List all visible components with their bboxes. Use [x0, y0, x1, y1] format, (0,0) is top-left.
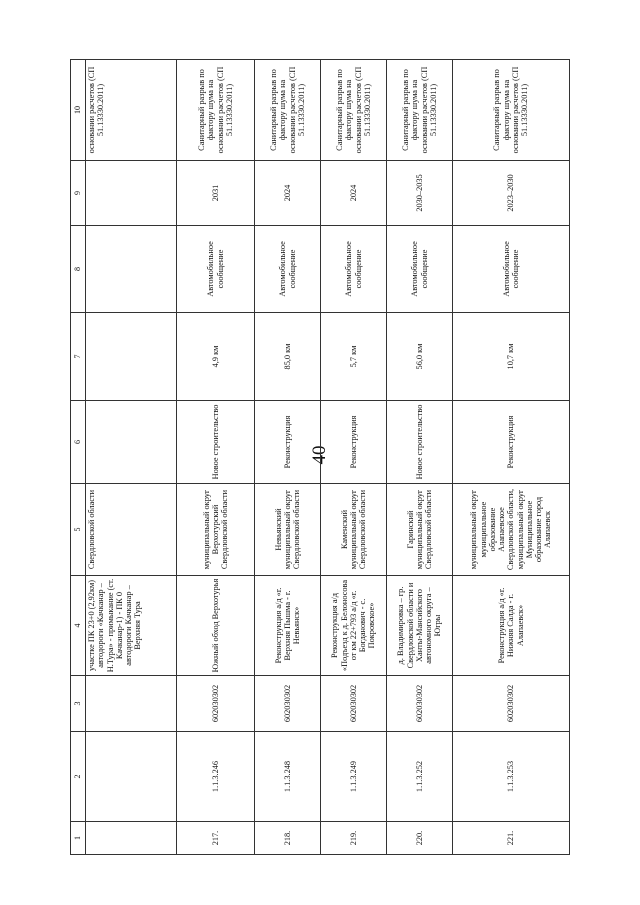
column-header: 4 — [71, 576, 86, 676]
object-name-cell: Южный обход Верхотурья — [177, 576, 255, 676]
basis-cell: Санитарный разрыв по фактору шума на основании расчетов (СП 51.13330.2011) — [177, 60, 255, 161]
basis-cell: Санитарный разрыв по фактору шума на основании расчетов (СП 51.13330.2011) — [255, 60, 321, 161]
period-cell: 2023–2030 — [453, 161, 570, 226]
purpose-cell: Автомобильное сообщение — [387, 226, 453, 313]
column-header: 9 — [71, 161, 86, 226]
column-number-row — [71, 60, 86, 855]
length-cell: 85,0 км — [255, 313, 321, 401]
basis-cell: Санитарный разрыв по фактору шума на основании расчетов (СП 51.13330.2011) — [321, 60, 387, 161]
object-name-cell: участке ПК 23+0 (2,92км) автодороги «Качканар – Н.Тура» - примыкание (ст. Качканар-1) - ПК 0 автодороги Качканар – Верхняя Тура — [86, 576, 177, 676]
column-header: 2 — [71, 732, 86, 822]
work-type-cell: Новое строительство — [177, 401, 255, 484]
column-header: 7 — [71, 313, 86, 401]
length-cell: 4,9 км — [177, 313, 255, 401]
object-name-cell: Реконструкция а/д «Подъезд к д. Белоносова от км 22+793 а/д «г. Богданович - с. Покровское» — [321, 576, 387, 676]
purpose-cell: Автомобильное сообщение — [177, 226, 255, 313]
row-number-cell: 217. — [177, 822, 255, 855]
kind-code-cell: 602030302 — [387, 676, 453, 732]
work-type-cell: Реконструкция — [321, 401, 387, 484]
period-cell: 2024 — [255, 161, 321, 226]
length-cell: 10,7 км — [453, 313, 570, 401]
row-number-cell: 218. — [255, 822, 321, 855]
object-name-cell: Реконструкция а/д «г. Нижняя Салда - г. Алапаевск» — [453, 576, 570, 676]
length-cell: 56,0 км — [387, 313, 453, 401]
territory-cell: Свердловской области — [86, 484, 177, 576]
purpose-cell: Автомобильное сообщение — [453, 226, 570, 313]
column-header: 8 — [71, 226, 86, 313]
purpose-cell: Автомобильное сообщение — [321, 226, 387, 313]
code-cell: 1.1.3.248 — [255, 732, 321, 822]
column-header: 5 — [71, 484, 86, 576]
row-number-cell: 221. — [453, 822, 570, 855]
territory-cell: Невьянский муниципальный округ Свердловской области — [255, 484, 321, 576]
table-row-continued — [86, 60, 177, 855]
work-type-cell: Реконструкция — [255, 401, 321, 484]
purpose-cell: Автомобильное сообщение — [255, 226, 321, 313]
basis-cell: основании расчетов (СП 51.13330.2011) — [86, 60, 177, 161]
object-name-cell: д. Владимировка – гр. Свердловской области и Ханты-Мансийского автономного округа – Югры — [387, 576, 453, 676]
kind-code-cell: 602030302 — [255, 676, 321, 732]
object-name-cell: Реконструкция а/д «г. Верхняя Пышма - г. Невьянск» — [255, 576, 321, 676]
code-cell: 1.1.3.252 — [387, 732, 453, 822]
table-row — [177, 60, 255, 855]
period-cell: 2031 — [177, 161, 255, 226]
rotated-table-frame — [70, 60, 570, 855]
territory-cell: муниципальный округ муниципальное образование Алапаевское Свердловской области, муниципальный округ Муниципальное образование город Алапаевск — [453, 484, 570, 576]
page-number: 40 — [309, 445, 330, 465]
row-number-cell: 219. — [321, 822, 387, 855]
basis-cell: Санитарный разрыв по фактору шума на основании расчетов (СП 51.13330.2011) — [387, 60, 453, 161]
basis-cell: Санитарный разрыв по фактору шума на основании расчетов (СП 51.13330.2011) — [453, 60, 570, 161]
kind-code-cell: 602030302 — [321, 676, 387, 732]
column-header: 10 — [71, 60, 86, 161]
code-cell: 1.1.3.246 — [177, 732, 255, 822]
period-cell: 2024 — [321, 161, 387, 226]
table-container — [70, 60, 570, 855]
territory-cell: Каменский муниципальный округ Свердловской области — [321, 484, 387, 576]
column-header: 3 — [71, 676, 86, 732]
work-type-cell: Новое строительство — [387, 401, 453, 484]
kind-code-cell: 602030302 — [453, 676, 570, 732]
row-number-cell: 220. — [387, 822, 453, 855]
code-cell: 1.1.3.253 — [453, 732, 570, 822]
column-header: 6 — [71, 401, 86, 484]
kind-code-cell: 602030302 — [177, 676, 255, 732]
territory-cell: муниципальный округ Верхотурский Свердловской области — [177, 484, 255, 576]
column-header: 1 — [71, 822, 86, 855]
length-cell: 5,7 км — [321, 313, 387, 401]
table-row — [453, 60, 570, 855]
period-cell: 2030–2035 — [387, 161, 453, 226]
table-row — [255, 60, 321, 855]
territory-cell: Гаринский муниципальный округ Свердловской области — [387, 484, 453, 576]
table-row — [387, 60, 453, 855]
code-cell: 1.1.3.249 — [321, 732, 387, 822]
data-table — [70, 59, 570, 855]
table-row — [321, 60, 387, 855]
work-type-cell: Реконструкция — [453, 401, 570, 484]
